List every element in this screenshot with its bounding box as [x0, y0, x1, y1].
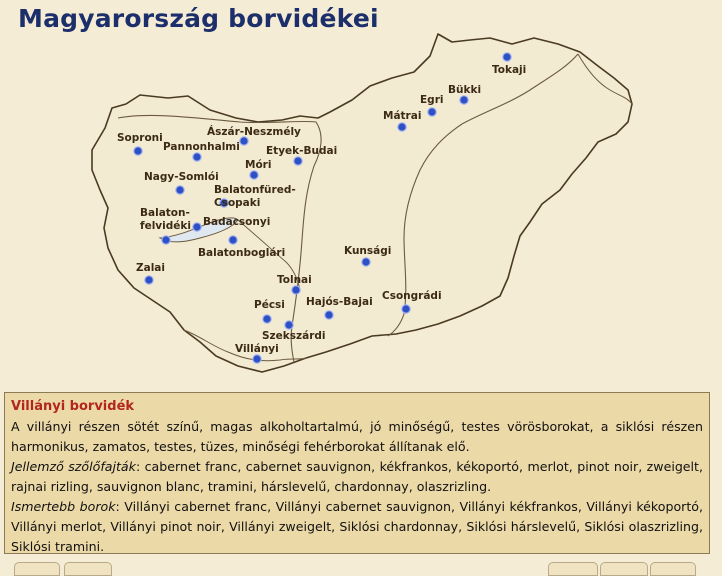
wines-list: : Villányi cabernet franc, Villányi cabernet sauvignon, Villányi kékfrankos, Villányi kékoportó, Villányi merlot, Villányi pinot noir, Villányi zweigelt, Siklósi chardonnay, Siklósi hárslevelű, Siklósi olaszrizling, Siklósi tramini.	[11, 499, 703, 554]
region-label[interactable]: Tolnai	[277, 274, 312, 286]
region-label[interactable]: Balatonboglári	[198, 247, 286, 259]
region-label[interactable]: Badacsonyi	[203, 216, 271, 228]
region-marker-dot[interactable]	[263, 315, 271, 323]
region-marker-dot[interactable]	[398, 123, 406, 131]
region-info-panel	[4, 392, 710, 554]
bottom-button-strip	[0, 562, 722, 572]
region-marker-dot[interactable]	[325, 311, 333, 319]
region-marker-dot[interactable]	[402, 305, 410, 313]
region-label[interactable]: Egri	[420, 94, 444, 106]
region-label[interactable]: Soproni	[117, 132, 163, 144]
region-marker-dot[interactable]	[460, 96, 468, 104]
region-marker-dot[interactable]	[229, 236, 237, 244]
nav-button-right-1[interactable]	[548, 562, 598, 576]
region-label[interactable]: Móri	[245, 159, 272, 171]
region-label[interactable]: Etyek-Budai	[266, 145, 338, 157]
region-marker-dot[interactable]	[176, 186, 184, 194]
region-marker-dot[interactable]	[134, 147, 142, 155]
region-label[interactable]: Nagy-Somlói	[144, 171, 219, 183]
region-label[interactable]: Csongrádi	[382, 290, 442, 302]
region-marker-dot[interactable]	[294, 157, 302, 165]
region-label[interactable]: Balaton-	[140, 207, 190, 219]
region-label[interactable]: felvidéki	[140, 220, 191, 232]
region-info-grapes	[11, 457, 703, 497]
region-label[interactable]: Csopaki	[214, 197, 261, 209]
region-marker-dot[interactable]	[162, 236, 170, 244]
region-info-wines	[11, 497, 703, 557]
nav-button-left-2[interactable]	[64, 562, 112, 576]
region-marker-dot[interactable]	[193, 223, 201, 231]
region-label[interactable]: Pécsi	[254, 299, 285, 311]
region-label[interactable]: Pannonhalmi	[163, 141, 240, 153]
region-info-heading: Villányi borvidék	[11, 399, 135, 414]
region-label[interactable]: Hajós-Bajai	[306, 296, 373, 308]
grapes-list: : cabernet franc, cabernet sauvignon, kékfrankos, kékoportó, merlot, pinot noir, zweigelt, rajnai rizling, sauvignon blanc, tramini, hárslevelű, chardonnay, olaszrizling.	[11, 459, 703, 494]
region-marker-dot[interactable]	[428, 108, 436, 116]
region-marker-dot[interactable]	[285, 321, 293, 329]
region-marker-dot[interactable]	[292, 286, 300, 294]
page-title: Magyarország borvidékei	[18, 4, 379, 33]
region-label[interactable]: Bükki	[448, 84, 482, 96]
region-label[interactable]: Tokaji	[492, 64, 527, 76]
region-label[interactable]: Kunsági	[344, 245, 392, 257]
region-marker-dot[interactable]	[145, 276, 153, 284]
region-marker-dot[interactable]	[193, 153, 201, 161]
region-label[interactable]: Zalai	[136, 262, 165, 274]
wines-label: Ismertebb borok	[11, 499, 116, 514]
region-marker-dot[interactable]	[240, 137, 248, 145]
region-label[interactable]: Mátrai	[383, 110, 422, 122]
region-label[interactable]: Villányi	[235, 343, 279, 355]
region-marker-dot[interactable]	[362, 258, 370, 266]
region-label[interactable]: Szekszárdi	[262, 330, 326, 342]
nav-button-right-3[interactable]	[650, 562, 696, 576]
region-marker-dot[interactable]	[253, 355, 261, 363]
nav-button-left-1[interactable]	[14, 562, 60, 576]
country-outline	[92, 34, 632, 372]
region-marker-dot[interactable]	[250, 171, 258, 179]
nav-button-right-2[interactable]	[600, 562, 648, 576]
region-info-description: A villányi részen sötét színű, magas alkoholtartalmú, jó minőségű, testes vörösborokat, a siklósi részen harmonikus, zamatos, testes, tüzes, minőségi fehérborokat állítanak elő.	[11, 419, 703, 454]
region-label[interactable]: Ászár-Neszmély	[207, 126, 301, 138]
region-marker-dot[interactable]	[503, 53, 511, 61]
grapes-label: Jellemző szőlőfajták	[11, 459, 136, 474]
region-label[interactable]: Balatonfüred-	[214, 184, 296, 196]
